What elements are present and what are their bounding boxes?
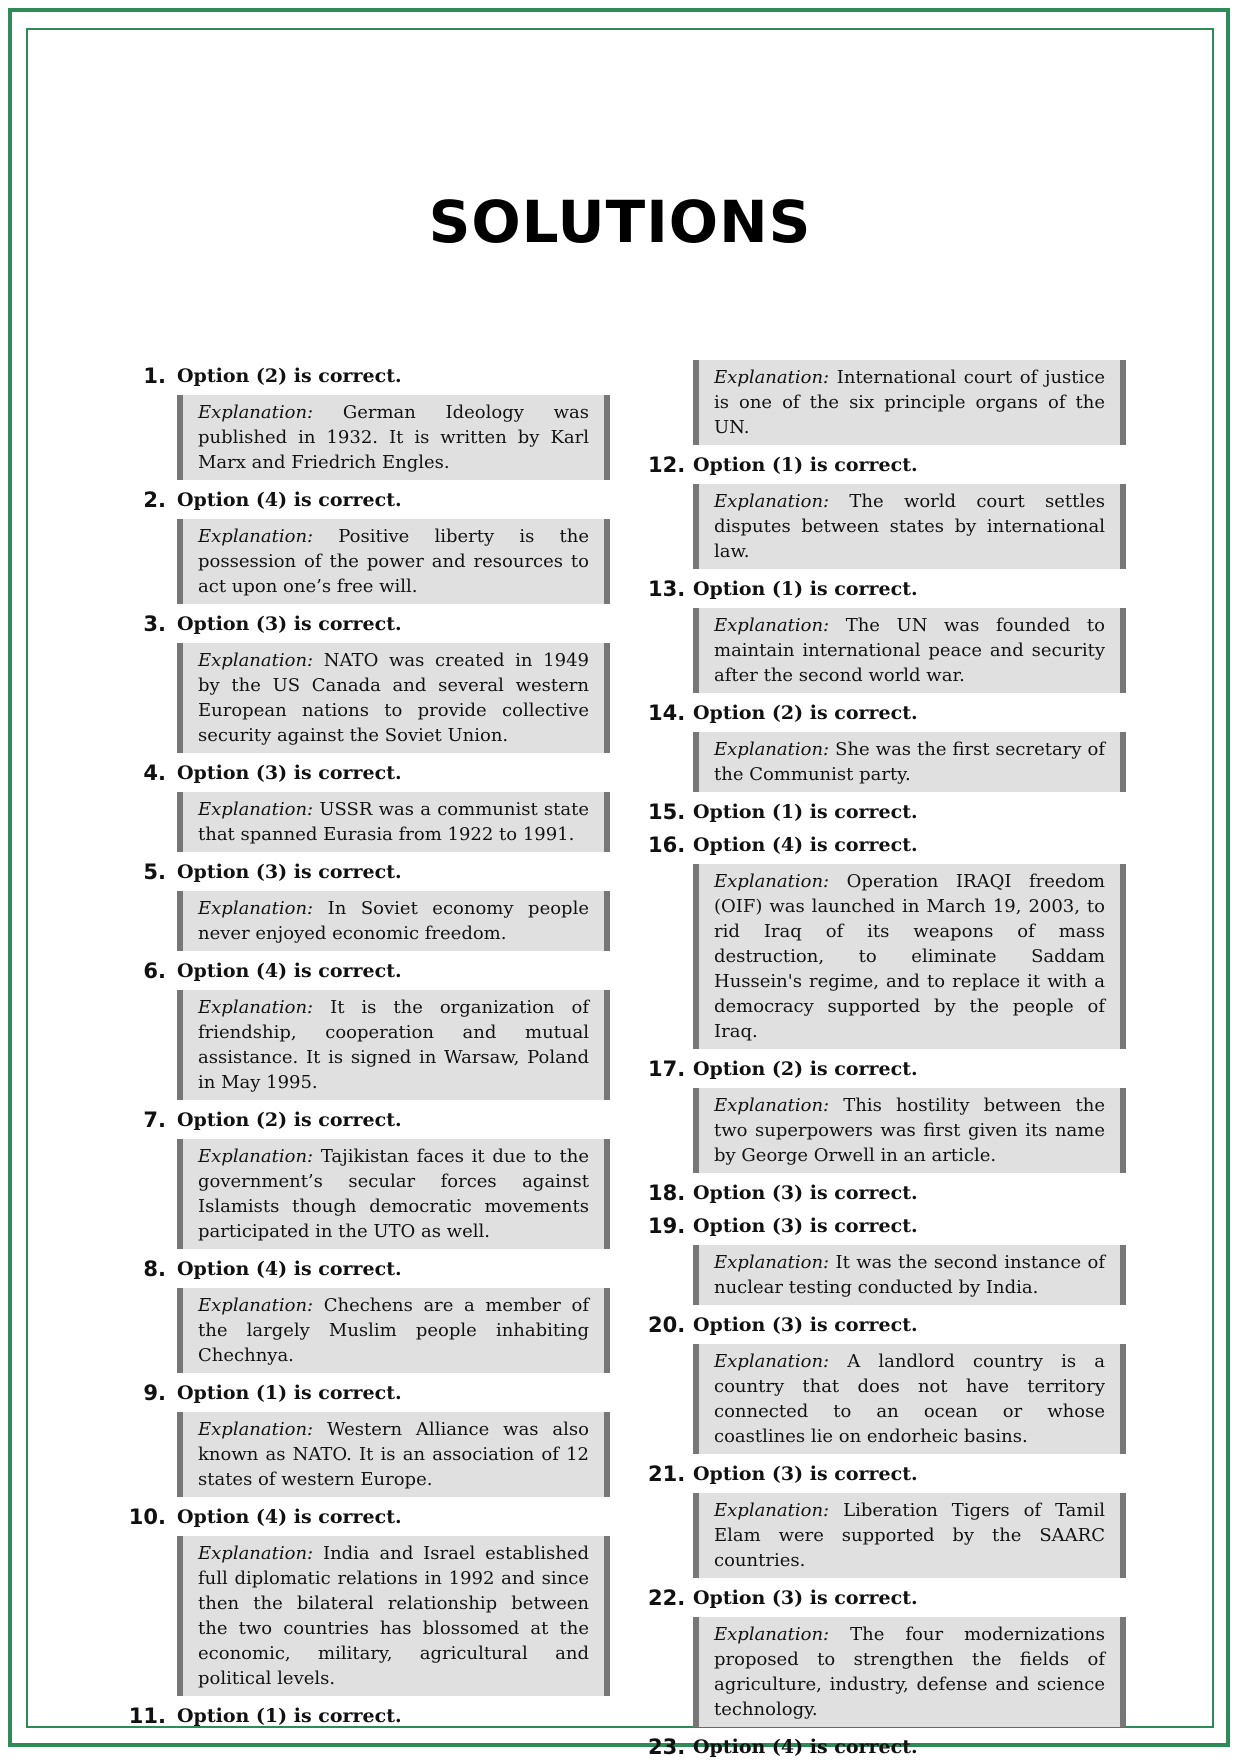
solution-item: [132, 955, 610, 1100]
explanation-box: [693, 1617, 1126, 1727]
solution-item: [132, 757, 610, 852]
explanation-label: Explanation:: [714, 1095, 830, 1116]
question-number: 23.: [648, 1735, 686, 1759]
question-number: 12.: [648, 453, 686, 477]
explanation-text: International court of justice is one of the six principle organs of the UN.: [714, 367, 1105, 438]
explanation-label: Explanation:: [198, 997, 314, 1018]
explanation-label: Explanation:: [714, 739, 830, 760]
answer-text: Option (1) is correct.: [177, 1705, 402, 1727]
explanation-text: In Soviet economy people never enjoyed economic freedom.: [198, 898, 589, 944]
right-column: [648, 360, 1126, 1764]
question-number: 16.: [648, 833, 686, 857]
answer-text: Option (3) is correct.: [177, 762, 402, 784]
page-title: SOLUTIONS: [428, 188, 812, 256]
solution-item: [132, 856, 610, 951]
explanation-label: Explanation:: [198, 650, 314, 671]
solution-item: [648, 796, 1126, 829]
explanation-text: A landlord country is a country that does not have territory connected to an ocean or whose coastlines lie on endorheic basins.: [714, 1351, 1105, 1447]
solution-item: [648, 829, 1126, 1049]
explanation-label: Explanation:: [714, 367, 830, 388]
explanation-text: Positive liberty is the possession of the power and resources to act upon one’s free will.: [198, 526, 589, 597]
explanation-box: [693, 1344, 1126, 1454]
question-number: 5.: [143, 860, 166, 884]
answer-text: Option (4) is correct.: [177, 960, 402, 982]
explanation-label: Explanation:: [714, 491, 830, 512]
question-number: 7.: [143, 1108, 166, 1132]
answer-text: Option (3) is correct.: [177, 861, 402, 883]
left-column: [128, 360, 610, 1733]
solution-item: [648, 573, 1126, 693]
explanation-text: The four modernizations proposed to strengthen the fields of agriculture, industry, defense and science technology.: [714, 1624, 1105, 1720]
explanation-text: It was the second instance of nuclear testing conducted by India.: [714, 1252, 1105, 1298]
explanation-box: [693, 484, 1126, 569]
question-number: 9.: [143, 1381, 166, 1405]
explanation-label: Explanation:: [714, 1351, 830, 1372]
explanation-box: [177, 990, 610, 1100]
explanation-label: Explanation:: [198, 1146, 314, 1167]
explanation-box: [693, 864, 1126, 1049]
solution-item: [648, 1210, 1126, 1305]
question-number: 22.: [648, 1586, 686, 1610]
explanation-text: Tajikistan faces it due to the government’s secular forces against Islamists though democratic movements participated in the UTO as well.: [198, 1146, 589, 1242]
explanation-text: German Ideology was published in 1932. It is written by Karl Marx and Friedrich Engles.: [198, 402, 589, 473]
explanation-label: Explanation:: [714, 871, 830, 892]
answer-text: Option (2) is correct.: [177, 365, 402, 387]
explanation-text: NATO was created in 1949 by the US Canada and several western European nations to provide collective security against the Soviet Union.: [198, 650, 589, 746]
explanation-text: It is the organization of friendship, cooperation and mutual assistance. It is signed in Warsaw, Poland in May 1995.: [198, 997, 589, 1093]
question-number: 19.: [648, 1214, 686, 1238]
solution-item: [128, 1501, 610, 1696]
solution-item: [648, 449, 1126, 569]
solution-item: [128, 1700, 610, 1733]
explanation-text: USSR was a communist state that spanned Eurasia from 1922 to 1991.: [198, 799, 589, 845]
answer-text: Option (3) is correct.: [177, 613, 402, 635]
answer-text: Option (3) is correct.: [693, 1463, 918, 1485]
solution-item: [132, 484, 610, 604]
explanation-box: [177, 519, 610, 604]
answer-text: Option (4) is correct.: [177, 489, 402, 511]
explanation-text: Operation IRAQI freedom (OIF) was launched in March 19, 2003, to rid Iraq of its weapons of mass destruction, to eliminate Saddam Hussein's regime, and to replace it with a democracy supported by the people of Iraq.: [714, 871, 1105, 1042]
question-number: 10.: [128, 1505, 166, 1529]
answer-text: Option (4) is correct.: [693, 834, 918, 856]
explanation-box: [693, 1493, 1126, 1578]
solution-item: [648, 1053, 1126, 1173]
explanation-box: [693, 608, 1126, 693]
answer-text: Option (4) is correct.: [177, 1506, 402, 1528]
answer-text: Option (1) is correct.: [693, 454, 918, 476]
explanation-box: [177, 395, 610, 480]
question-number: 11.: [128, 1704, 166, 1728]
explanation-label: Explanation:: [198, 1295, 314, 1316]
answer-text: Option (4) is correct.: [177, 1258, 402, 1280]
explanation-text: She was the first secretary of the Communist party.: [714, 739, 1105, 785]
answer-text: Option (4) is correct.: [693, 1736, 918, 1758]
explanation-label: Explanation:: [714, 1500, 830, 1521]
question-number: 13.: [648, 577, 686, 601]
explanation-box: [177, 1412, 610, 1497]
answer-text: Option (2) is correct.: [177, 1109, 402, 1131]
answer-text: Option (2) is correct.: [693, 702, 918, 724]
explanation-label: Explanation:: [198, 1419, 314, 1440]
question-number: 1.: [143, 364, 166, 388]
explanation-box: [177, 1536, 610, 1696]
answer-text: Option (1) is correct.: [177, 1382, 402, 1404]
question-number: 3.: [143, 612, 166, 636]
explanation-label: Explanation:: [198, 526, 314, 547]
answer-text: Option (3) is correct.: [693, 1587, 918, 1609]
explanation-text: Liberation Tigers of Tamil Elam were supported by the SAARC countries.: [714, 1500, 1105, 1571]
explanation-box: [693, 1245, 1126, 1305]
question-number: 17.: [648, 1057, 686, 1081]
question-number: 20.: [648, 1313, 686, 1337]
solution-item: [648, 1731, 1126, 1764]
solution-item: [648, 697, 1126, 792]
solution-item: [648, 1309, 1126, 1454]
explanation-text: India and Israel established full diplomatic relations in 1992 and since then the bilateral relationship between the two countries has blossomed at the economic, military, agricultural and political levels.: [198, 1543, 589, 1689]
explanation-box: [177, 643, 610, 753]
explanation-box: [177, 891, 610, 951]
explanation-label: Explanation:: [198, 898, 314, 919]
answer-text: Option (2) is correct.: [693, 1058, 918, 1080]
solution-item: [648, 1458, 1126, 1578]
question-number: 18.: [648, 1181, 686, 1205]
explanation-box: [693, 360, 1126, 445]
question-number: 14.: [648, 701, 686, 725]
explanation-box: [177, 792, 610, 852]
answer-text: Option (3) is correct.: [693, 1314, 918, 1336]
solution-item: [132, 1253, 610, 1373]
explanation-text: Western Alliance was also known as NATO. It is an association of 12 states of western Europe.: [198, 1419, 589, 1490]
answer-text: Option (3) is correct.: [693, 1182, 918, 1204]
question-number: 8.: [143, 1257, 166, 1281]
explanation-label: Explanation:: [198, 799, 314, 820]
answer-text: Option (1) is correct.: [693, 801, 918, 823]
solution-item: [132, 1104, 610, 1249]
explanation-text: The world court settles disputes between states by international law.: [714, 491, 1105, 562]
solution-item: [132, 608, 610, 753]
explanation-label: Explanation:: [714, 1252, 830, 1273]
question-number: 2.: [143, 488, 166, 512]
answer-text: Option (1) is correct.: [693, 578, 918, 600]
question-number: 21.: [648, 1462, 686, 1486]
solution-item: [132, 1377, 610, 1497]
answer-text: Option (3) is correct.: [693, 1215, 918, 1237]
explanation-label: Explanation:: [198, 402, 314, 423]
explanation-label: Explanation:: [198, 1543, 314, 1564]
solution-item: [648, 1582, 1126, 1727]
explanation-label: Explanation:: [714, 1624, 830, 1645]
solution-item: [648, 1177, 1126, 1210]
explanation-box: [693, 1088, 1126, 1173]
explanation-label: Explanation:: [714, 615, 830, 636]
question-number: 15.: [648, 800, 686, 824]
question-number: 6.: [143, 959, 166, 983]
question-number: 4.: [143, 761, 166, 785]
explanation-text: This hostility between the two superpowers was first given its name by George Orwell in an article.: [714, 1095, 1105, 1166]
explanation-box: [693, 732, 1126, 792]
explanation-text: Chechens are a member of the largely Muslim people inhabiting Chechnya.: [198, 1295, 589, 1366]
solution-item: [132, 360, 610, 480]
explanation-box: [177, 1288, 610, 1373]
explanation-box: [177, 1139, 610, 1249]
explanation-text: The UN was founded to maintain international peace and security after the second world war.: [714, 615, 1105, 686]
